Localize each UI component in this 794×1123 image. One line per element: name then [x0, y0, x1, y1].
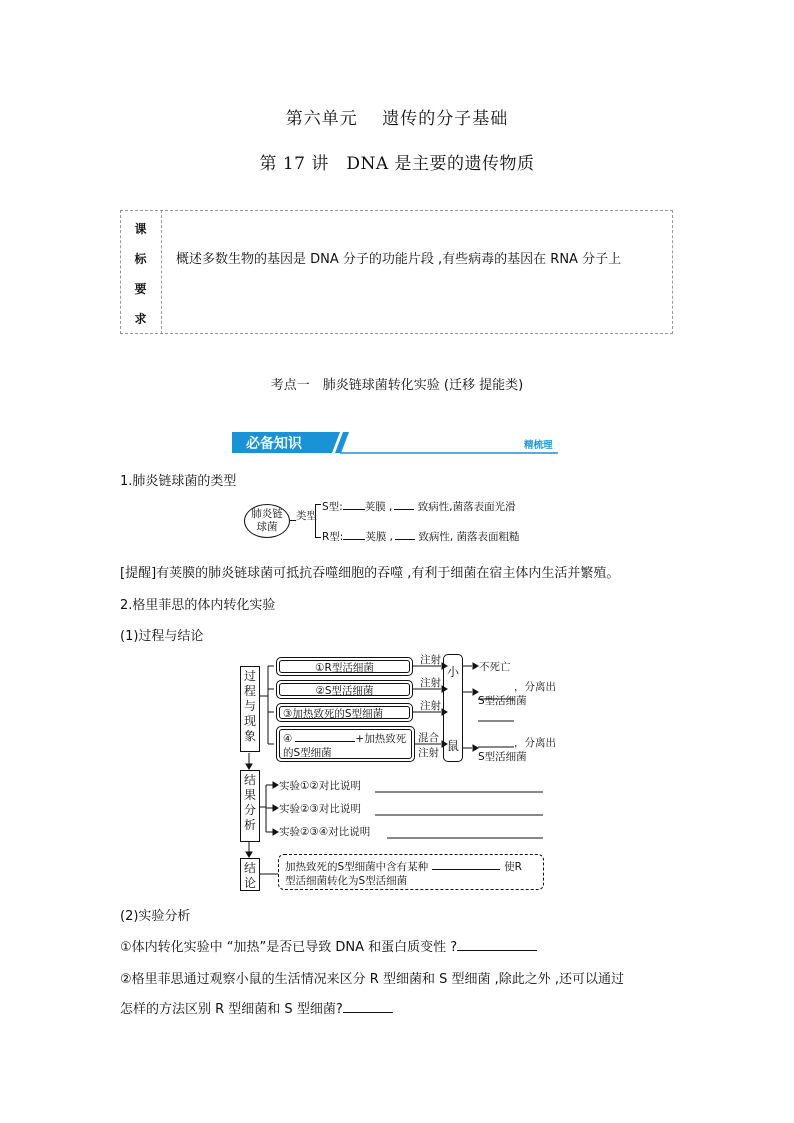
question-2a: ②格里菲思通过观察小鼠的生活情况来区分 R 型细菌和 S 型细菌 ,除此之外 ,还可以通过 [120, 972, 624, 987]
requirement-text: 概述多数生物的基因是 DNA 分子的功能片段 ,有些病毒的基因在 RNA 分子上 [176, 252, 622, 267]
question-1: ①体内转化实验中 “加热”是否已导致 DNA 和蛋白质变性 ? [120, 936, 537, 955]
kaodian-heading: 考点一 肺炎链球菌转化实验 (迁移 提能类) [270, 378, 524, 393]
outcome-4a: ，分离出 [514, 737, 556, 749]
type-bracket [315, 504, 321, 538]
analysis-1: 实验①②对比说明 [279, 780, 361, 792]
root-oval: 肺炎链 球菌 [244, 504, 290, 538]
mouse-box: 小 鼠 [443, 654, 463, 762]
banner [232, 430, 562, 456]
exp1-box: ①R型活细菌 [276, 657, 413, 676]
question-2b: 怎样的方法区别 R 型细菌和 S 型细菌? [120, 998, 393, 1017]
outcome-4b: S型活细菌 [478, 751, 527, 763]
sec2-sub1: (1)过程与结论 [120, 629, 204, 644]
banner-tag: 精梳理 [524, 440, 553, 451]
griffith-diagram: 过 程 与 现 象 ①R型活细菌 ②S型活细菌 ③加热致死的S型细菌 ④ +加热致死 的S型细菌 注射 注射 注射 混合 注射 小 鼠 不死亡 ，分离出 S型活细菌 ，分离出 S型活细菌 结 果 分 析 实验①②对比说明 实验②③对比说明 实验②③④对比说明 结 论 加热致死的S型细菌中含有某种 使R 型活细菌转化为S型活细菌 [238, 652, 558, 897]
analysis-3: 实验②③④对比说明 [279, 826, 371, 838]
conclusion-label: 结 论 [240, 858, 260, 891]
outcome-1: 不死亡 [479, 661, 511, 673]
analysis-2: 实验②③对比说明 [279, 803, 361, 815]
r-type-line: R型: 荚膜 , 致病性, 菌落表面粗糙 [322, 528, 520, 544]
outcome-2a: ，分离出 [514, 681, 556, 693]
sec1-heading: 1.肺炎链球菌的类型 [120, 474, 237, 489]
type-diagram [244, 498, 574, 548]
outcome-2b: S型活细菌 [478, 695, 527, 707]
sec2-heading: 2.格里菲思的体内转化实验 [120, 598, 276, 613]
exp2-box: ②S型活细菌 [276, 680, 413, 699]
lecture-title: 第 17 讲 DNA 是主要的遗传物质 [259, 154, 535, 174]
branch-label: 类型 [296, 510, 317, 522]
exp4-box: ④ +加热致死 的S型细菌 [276, 726, 415, 762]
sec2-sub2: (2)实验分析 [120, 909, 191, 924]
unit-title: 第六单元 遗传的分子基础 [285, 109, 509, 129]
exp3-box: ③加热致死的S型细菌 [276, 703, 413, 722]
banner-title: 必备知识 [246, 436, 302, 452]
result-label: 结 果 分 析 [240, 770, 260, 842]
tip-text: [提醒]有荚膜的肺炎链球菌可抵抗吞噬细胞的吞噬 ,有利于细菌在宿主体内生活并繁殖。 [120, 566, 620, 581]
requirement-divider [161, 210, 162, 334]
process-label: 过 程 与 现 象 [240, 666, 260, 752]
s-type-line: S型: 荚膜 , 致病性,菌落表面光滑 [322, 498, 516, 514]
conclusion-box: 加热致死的S型细菌中含有某种 使R 型活细菌转化为S型活细菌 [278, 854, 544, 890]
requirement-label: 课 标 要 求 [134, 222, 147, 326]
